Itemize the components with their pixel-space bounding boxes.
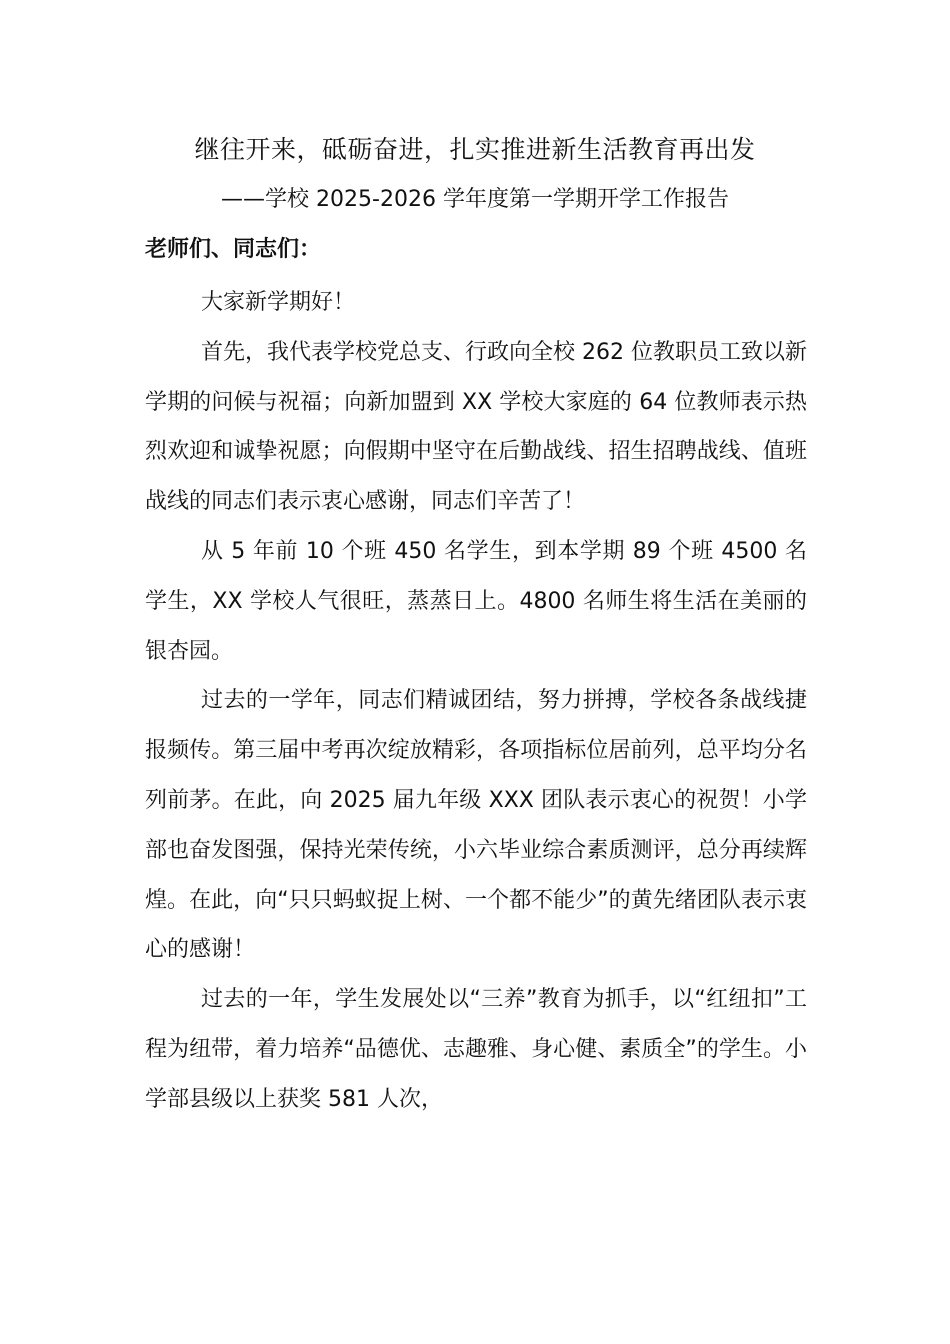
- paragraph-thanks: 首先，我代表学校党总支、行政向全校 262 位教职员工致以新学期的问候与祝福；向新加盟到 XX 学校大家庭的 64 位教师表示热烈欢迎和诚挚祝愿；向假期中坚守在后勤战线、招生招聘战线、值班战线的同志们表示衷心感谢，同志们辛苦了！: [145, 339, 807, 515]
- document-body: [145, 278, 807, 1125]
- document-title: 继往开来，砥砺奋进，扎实推进新生活教育再出发: [194, 135, 756, 164]
- salutation: 老师们、同志们：: [145, 237, 322, 262]
- paragraph-greeting: 大家新学期好！: [201, 290, 356, 315]
- paragraph-student-development: 过去的一年，学生发展处以“三养”教育为抓手，以“红纽扣”工程为纽带，着力培养“品德优、志趣雅、身心健、素质全”的学生。小学部县级以上获奖 581 人次，: [145, 987, 807, 1112]
- paragraph-achievements: 过去的一学年，同志们精诚团结，努力拼搏，学校各条战线捷报频传。第三届中考再次绽放精彩，各项指标位居前列，总平均分名列前茅。在此，向 2025 届九年级 XXX 团队表示衷心的祝贺！小学部也奋发图强，保持光荣传统，小六毕业综合素质测评，总分再续辉煌。在此，向“只只蚂蚁捉上树、一个都不能少”的黄先绪团队表示衷心的感谢！: [145, 688, 807, 963]
- paragraph-growth: 从 5 年前 10 个班 450 名学生，到本学期 89 个班 4500 名学生，XX 学校人气很旺，蒸蒸日上。4800 名师生将生活在美丽的银杏园。: [145, 538, 807, 664]
- document-subtitle: ——学校 2025-2026 学年度第一学期开学工作报告: [221, 187, 729, 212]
